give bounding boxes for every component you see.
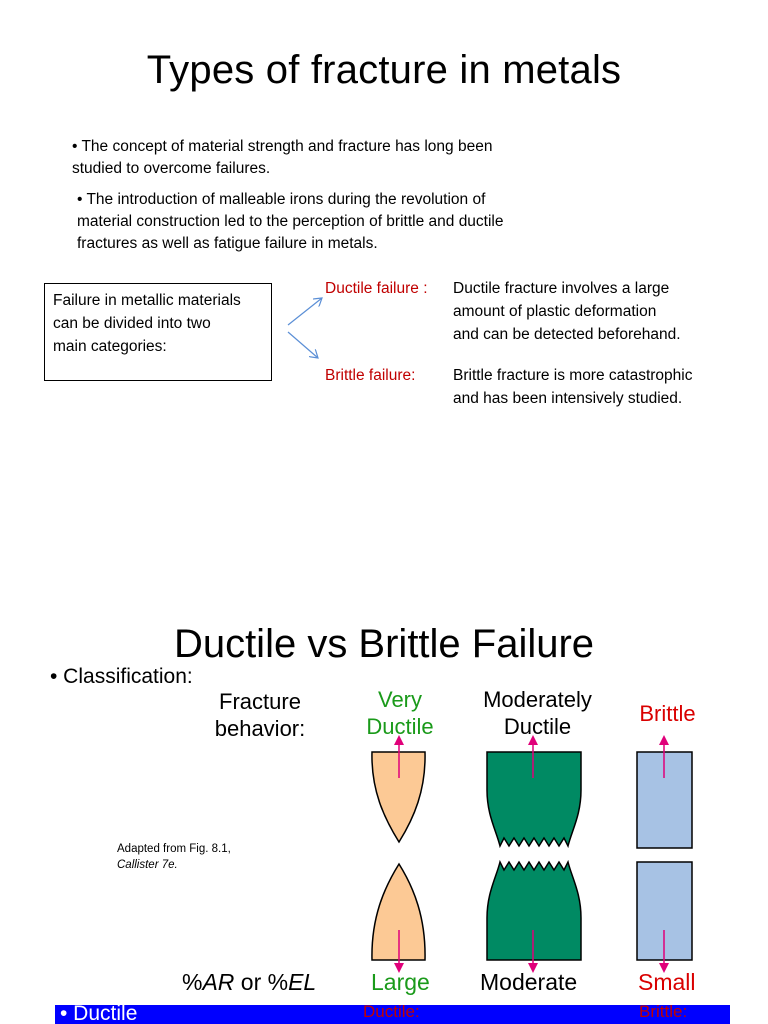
brittle-failure-label: Brittle failure: xyxy=(325,367,416,384)
moderately-ductile-specimen-bottom xyxy=(487,862,581,960)
bullet-malleable-line3: fractures as well as fatigue failure in metals. xyxy=(77,235,378,252)
connector-arrow-ductile xyxy=(288,298,322,325)
figure-source-line1: Adapted from Fig. 8.1, xyxy=(117,843,231,855)
very-ductile-line2: Ductile xyxy=(366,714,434,739)
very-ductile-heading xyxy=(340,686,460,740)
bullet-malleable-line1: • The introduction of malleable irons during the revolution of xyxy=(77,191,486,208)
bar-brittle-label: Brittle: xyxy=(639,1005,688,1021)
bar-ductile-label: Ductile: xyxy=(363,1005,420,1021)
moderately-ductile-line2: Ductile xyxy=(503,714,572,739)
moderately-ductile-specimen-top xyxy=(487,752,581,846)
box-line2: can be divided into two xyxy=(53,315,211,332)
moderately-ductile-line1: Moderately xyxy=(483,687,592,712)
moderate-label: Moderate xyxy=(480,969,578,995)
bullet-malleable-line2: material construction led to the perception of brittle and ductile xyxy=(77,213,504,230)
small-label: Small xyxy=(638,969,696,995)
large-label: Large xyxy=(371,969,430,995)
ductile-desc-line3: and can be detected beforehand. xyxy=(453,326,681,343)
figure-source-note xyxy=(117,841,231,873)
el-text: EL xyxy=(288,969,317,995)
ar-prefix: % xyxy=(182,969,203,995)
bullet-strength-line1: • The concept of material strength and fracture has long been xyxy=(72,138,493,155)
very-ductile-line1: Very xyxy=(377,687,423,712)
fracture-behavior-label xyxy=(200,688,320,742)
brittle-heading: Brittle xyxy=(639,701,696,726)
ductile-failure-description xyxy=(453,277,753,346)
ductile-desc-line2: amount of plastic deformation xyxy=(453,303,657,320)
brittle-failure-description xyxy=(453,364,753,410)
brittle-desc-line2: and has been intensively studied. xyxy=(453,390,683,407)
ar-or: or % xyxy=(234,969,289,995)
moderately-ductile-heading xyxy=(470,686,605,740)
ar-el-label xyxy=(182,969,316,996)
brittle-desc-line1: Brittle fracture is more catastrophic xyxy=(453,367,693,384)
box-line3: main categories: xyxy=(53,338,167,355)
classification-bullet: • Classification: xyxy=(50,665,193,688)
connector-arrow-brittle xyxy=(288,332,318,358)
fracture-behavior-line1: Fracture xyxy=(219,689,301,714)
slide2-title: Ductile vs Brittle Failure xyxy=(173,622,595,666)
slide1-title: Types of fracture in metals xyxy=(146,48,622,92)
ductile-desc-line1: Ductile fracture involves a large xyxy=(453,280,670,297)
box-line1: Failure in metallic materials xyxy=(53,292,241,309)
figure-source-line2: Callister 7e. xyxy=(117,859,178,871)
bullet-strength-line2: studied to overcome failures. xyxy=(72,160,271,177)
ductile-failure-label: Ductile failure : xyxy=(325,280,428,297)
fracture-behavior-line2: behavior: xyxy=(214,716,306,741)
bar-ductile-bullet: • Ductile xyxy=(60,1005,138,1024)
ar-text: AR xyxy=(202,969,235,995)
ductile-highlight-bar xyxy=(55,1005,730,1024)
